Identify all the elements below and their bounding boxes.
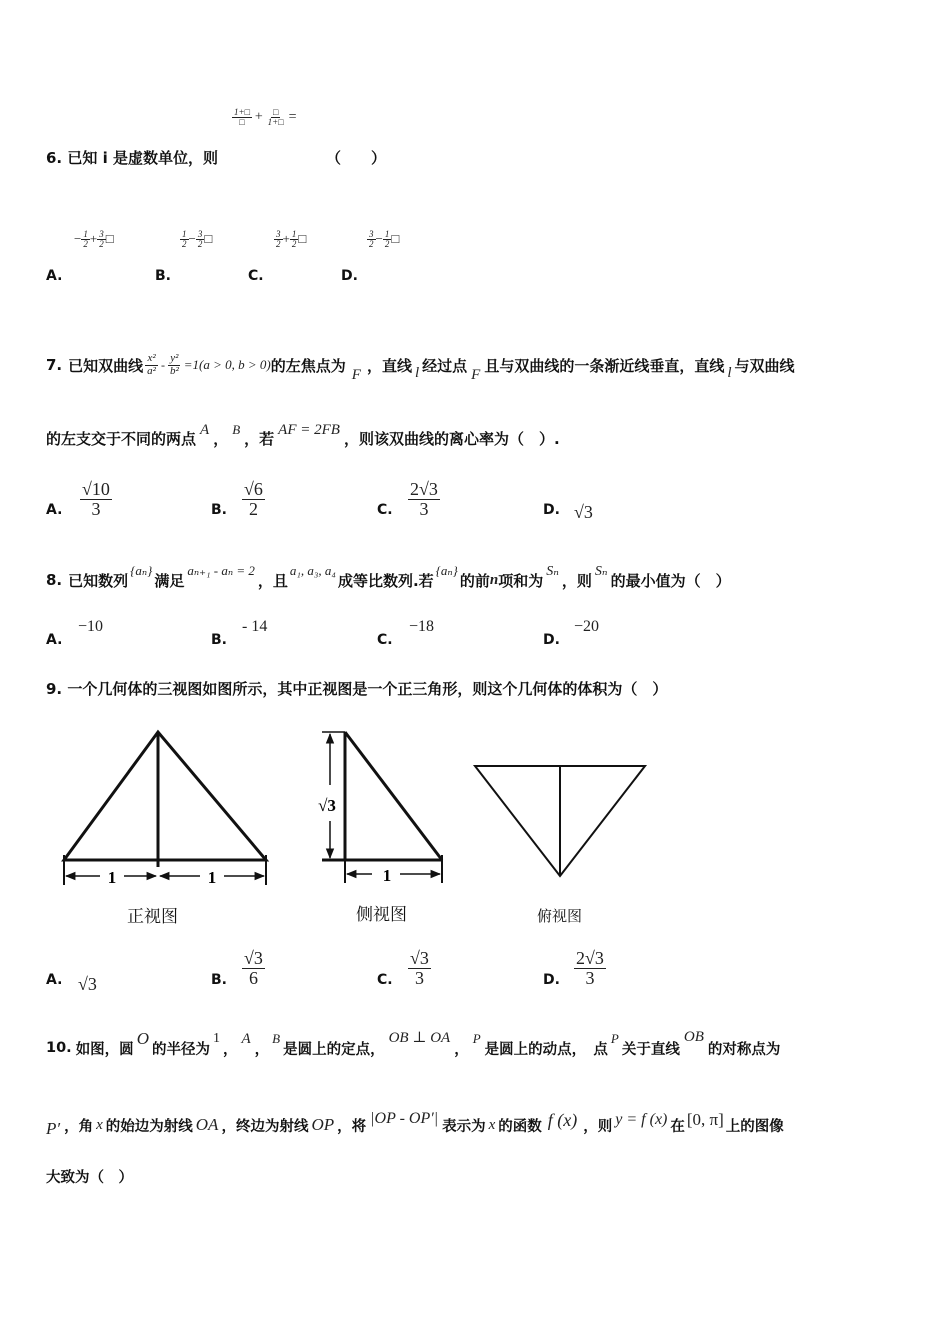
side-view-label: 侧视图	[356, 905, 407, 925]
front-dim-label-left: 1	[107, 868, 117, 887]
q9-option-b[interactable]: B.	[211, 972, 227, 988]
q9-option-b-value: $\frac{√3}{6}$	[244, 948, 263, 988]
q8-option-c-value: −18	[409, 618, 435, 635]
q10-line2: P′ ，角 x 的始边为射线 OA ，终边为射线 OP ，将 |OP - OP′| 表示为 x 的函数 f (x) ，则 y = f (x) 在 [0, π] 上的图像	[46, 1109, 784, 1138]
q7-option-a[interactable]: A.	[46, 502, 63, 518]
top-view-diagram	[475, 766, 645, 876]
q7-option-c[interactable]: C.	[377, 502, 393, 518]
q9-option-c[interactable]: C.	[377, 972, 393, 988]
q6-number: 6.	[46, 149, 63, 167]
q7-option-b[interactable]: B.	[211, 502, 227, 518]
q9-option-d[interactable]: D.	[543, 972, 560, 988]
q7-number: 7.	[46, 356, 63, 374]
q8-option-d-value: −20	[574, 618, 600, 635]
q10-number: 10.	[46, 1040, 72, 1056]
q8-line: 8. 已知数列 {aₙ} 满足 aₙ₊₁ - aₙ = 2 ，且 a₁, a₃, a₄ 成等比数列.若 {aₙ} 的前 n 项和为 Sₙ ，则 Sₙ 的最小值为（ ）	[46, 563, 731, 590]
q8-number: 8.	[46, 571, 63, 589]
q6-option-b[interactable]: B.	[155, 268, 171, 284]
q6-option-a[interactable]: A.	[46, 268, 63, 284]
q6-option-a-expr: − $\frac{1}{2}$ + $\frac{3}{2}$ □	[74, 229, 114, 250]
q7-option-d[interactable]: D.	[543, 502, 560, 518]
q7-option-d-value: √3	[574, 502, 593, 522]
q8-option-b[interactable]: B.	[211, 632, 227, 648]
q8-option-d[interactable]: D.	[543, 632, 560, 648]
q9-option-a-value: √3	[78, 974, 97, 994]
front-view-diagram	[64, 732, 266, 885]
three-view-figure	[0, 715, 950, 930]
q6-option-c-expr: $\frac{3}{2}$ + $\frac{1}{2}$ □	[276, 229, 307, 250]
q8-option-b-value: - 14	[242, 618, 268, 635]
q7-option-c-value: $\frac{2√3}{3}$	[410, 479, 438, 519]
q6-option-d[interactable]: D.	[341, 268, 358, 284]
q6-stem	[46, 147, 218, 168]
q6-top-expression: $\frac{1+□}{□}$ + $\frac{□}{1+□}$ =	[234, 107, 297, 128]
q7-line1: 7. 已知双曲线 $\frac{\text{x²}}{\text{a²}}$ - $\frac{\text{y²}}{\text{b²}}$ =1(a > 0, b > 0) 的左焦点为 F ，直线 l 经过点 F 且与双曲线的一条渐近线垂直，直线 l 与双曲线	[46, 351, 795, 383]
q7-line2: 的左支交于不同的两点 A ， B ，若 AF = 2FB ，则该双曲线的离心率为（ ）.	[46, 421, 560, 448]
side-view-diagram	[322, 732, 442, 883]
front-dim-label-right: 1	[207, 868, 217, 887]
top-view-label: 俯视图	[537, 907, 583, 925]
q8-option-a[interactable]: A.	[46, 632, 63, 648]
q9-option-d-value: $\frac{2√3}{3}$	[576, 948, 604, 988]
q7-option-b-value: $\frac{√6}{2}$	[244, 479, 263, 519]
q7-option-a-value: $\frac{√10}{3}$	[82, 479, 110, 519]
q9-text: 一个几何体的三视图如图所示，其中正视图是一个正三角形，则这个几何体的体积为（ ）	[67, 680, 668, 698]
q10-line1: 10. 如图，圆 O 的半径为 1 ， A ， B 是圆上的定点， OB ⊥ OA ， P 是圆上的动点， 点 P 关于直线 OB 的对称点为	[46, 1028, 781, 1058]
q8-option-a-value: −10	[78, 618, 104, 635]
side-dim-label-height: √3	[318, 796, 336, 815]
q6-option-c[interactable]: C.	[248, 268, 264, 284]
q10-line3: 大致为（ ）	[46, 1170, 133, 1186]
front-view-label: 正视图	[127, 907, 178, 927]
side-dim-label-width: 1	[382, 866, 392, 885]
q6-text: 已知 i 是虚数单位，则	[67, 149, 218, 167]
q6-option-d-expr: $\frac{3}{2}$ − $\frac{1}{2}$ □	[369, 229, 400, 250]
q8-option-c[interactable]: C.	[377, 632, 393, 648]
q6-paren: （ ）	[326, 149, 387, 167]
q9-option-c-value: $\frac{√3}{3}$	[410, 948, 429, 988]
q6-option-b-expr: $\frac{1}{2}$ − $\frac{3}{2}$ □	[182, 229, 213, 250]
q9-stem	[46, 678, 667, 699]
q9-option-a[interactable]: A.	[46, 972, 63, 988]
q9-number: 9.	[46, 680, 63, 698]
